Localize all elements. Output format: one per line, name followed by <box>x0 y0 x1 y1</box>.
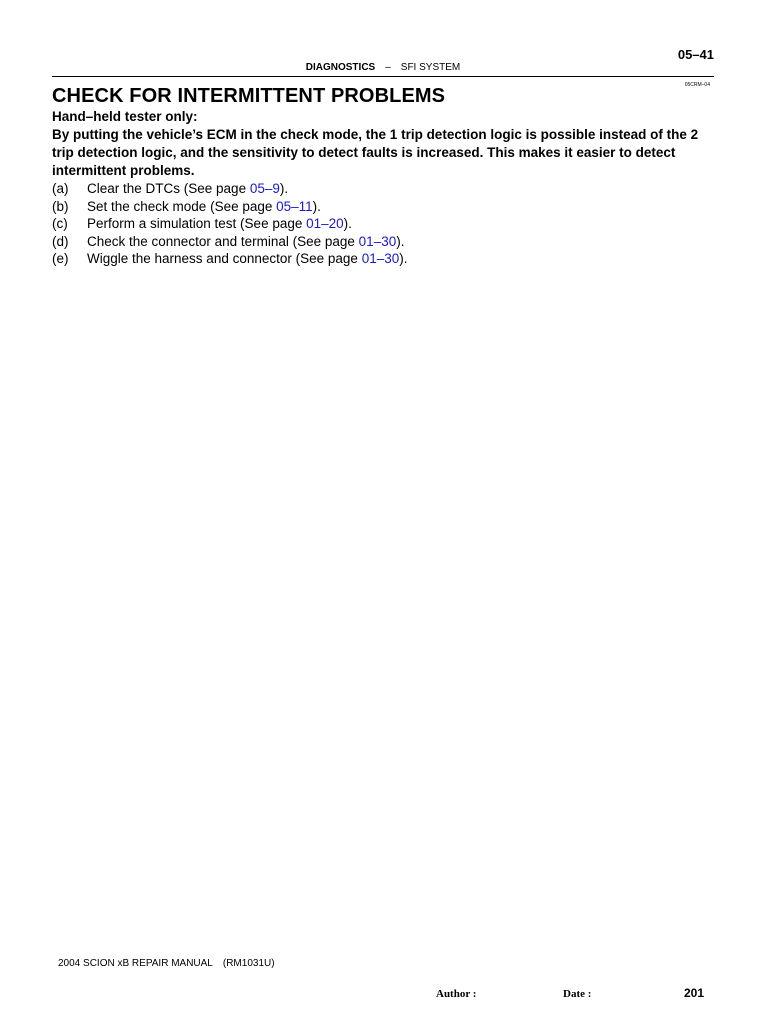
section-name: DIAGNOSTICS <box>305 62 376 73</box>
intro-paragraph: By putting the vehicle’s ECM in the check mode, the 1 trip detection logic is possible instead of the 2 trip detection logic, and the sensitivity to detect faults is increased. This makes it easier to detect intermittent problems. <box>52 127 699 178</box>
step-label: (e) <box>52 251 69 266</box>
subtitle: Hand–held tester only: <box>52 109 198 124</box>
system-name: SFI SYSTEM <box>400 62 461 73</box>
date-label: Date : <box>563 988 592 1000</box>
list-item <box>52 233 407 251</box>
page-link[interactable]: 01–30 <box>358 233 397 249</box>
list-item <box>52 250 407 268</box>
page-number-bottom: 201 <box>684 986 705 1000</box>
page-title: CHECK FOR INTERMITTENT PROBLEMS <box>52 85 446 107</box>
footer-manual <box>58 958 275 969</box>
step-label: (b) <box>52 198 69 214</box>
step-label: (c) <box>52 216 68 231</box>
step-text: Check the connector and terminal (See page 01–30). <box>87 233 405 249</box>
page-link[interactable]: 05–9 <box>249 181 280 196</box>
document-code: 05CRM–04 <box>684 82 710 88</box>
manual-code: (RM1031U) <box>222 958 275 969</box>
running-header <box>52 62 714 73</box>
list-item <box>52 198 407 216</box>
step-text: Wiggle the harness and connector (See page 01–30). <box>87 251 408 266</box>
page-link[interactable]: 05–11 <box>276 198 313 214</box>
step-text: Set the check mode (See page 05–11). <box>87 198 321 214</box>
list-item <box>52 180 407 198</box>
page-link[interactable]: 01–20 <box>306 216 344 231</box>
step-label: (d) <box>52 233 69 249</box>
list-item <box>52 215 407 233</box>
steps-list <box>52 180 407 268</box>
step-label: (a) <box>52 181 69 196</box>
author-label: Author : <box>436 988 477 1000</box>
page-number-top: 05–41 <box>677 47 714 62</box>
header-rule <box>52 76 714 77</box>
page-link[interactable]: 01–30 <box>361 251 400 266</box>
step-text: Clear the DTCs (See page 05–9). <box>87 181 289 196</box>
step-text: Perform a simulation test (See page 01–20). <box>87 216 352 231</box>
manual-title: 2004 SCION xB REPAIR MANUAL <box>58 958 213 969</box>
header-separator: – <box>385 62 391 73</box>
